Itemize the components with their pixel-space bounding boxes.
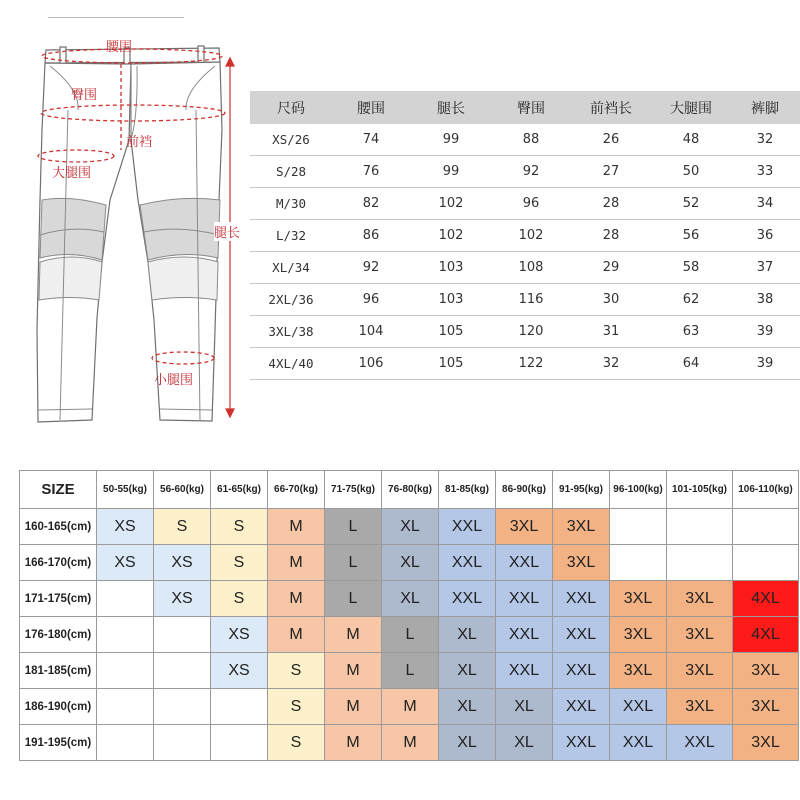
size-grid-cell: M	[325, 689, 382, 725]
measurement-value-cell: 102	[492, 220, 570, 252]
size-grid-cell: M	[268, 545, 325, 581]
size-grid-cell: 4XL	[733, 617, 799, 653]
measurement-value-cell: 96	[492, 188, 570, 220]
size-grid-cell	[733, 509, 799, 545]
size-grid-cell: S	[211, 581, 268, 617]
size-grid-cell: M	[325, 617, 382, 653]
measurement-value-cell: 74	[332, 124, 410, 156]
size-grid-cell	[154, 725, 211, 761]
size-grid-cell: XXL	[610, 689, 667, 725]
size-grid-cell: XXL	[496, 653, 553, 689]
measurement-row	[250, 348, 800, 380]
weight-header-cell: 76-80(kg)	[382, 471, 439, 509]
measurement-value-cell: 106	[332, 348, 410, 380]
measurement-value-cell: 32	[570, 348, 652, 380]
size-grid-cell: 3XL	[667, 581, 733, 617]
measurement-value-cell: 116	[492, 284, 570, 316]
measurement-header-cell: 腿长	[410, 91, 492, 124]
measurement-size-cell: XL/34	[250, 252, 332, 284]
size-grid-cell: XXL	[496, 545, 553, 581]
size-grid-cell: XL	[382, 509, 439, 545]
size-grid-cell	[211, 725, 268, 761]
height-header-cell: 160-165(cm)	[20, 509, 97, 545]
size-grid-cell: 3XL	[667, 617, 733, 653]
size-grid-cell: 3XL	[667, 689, 733, 725]
size-grid-cell	[154, 653, 211, 689]
size-grid-cell: XS	[154, 581, 211, 617]
measurement-value-cell: 108	[492, 252, 570, 284]
size-grid-cell: 3XL	[496, 509, 553, 545]
size-grid-cell	[667, 545, 733, 581]
weight-header-cell: 106-110(kg)	[733, 471, 799, 509]
measurement-value-cell: 39	[730, 316, 800, 348]
measurement-value-cell: 103	[410, 252, 492, 284]
size-grid-cell: XL	[496, 725, 553, 761]
size-grid-cell: M	[268, 581, 325, 617]
size-grid-row	[20, 617, 799, 653]
calf-label: 小腿围	[154, 373, 194, 388]
size-grid-cell: XS	[97, 545, 154, 581]
size-grid-cell: 3XL	[553, 545, 610, 581]
size-grid-cell: M	[268, 617, 325, 653]
measurement-size-cell: S/28	[250, 156, 332, 188]
hip-label: 臀围	[71, 88, 98, 103]
size-grid-cell: 3XL	[733, 689, 799, 725]
size-grid-row	[20, 581, 799, 617]
weight-header-cell: 66-70(kg)	[268, 471, 325, 509]
measurement-value-cell: 38	[730, 284, 800, 316]
size-grid-cell: S	[268, 653, 325, 689]
measurement-value-cell: 105	[410, 316, 492, 348]
measurement-value-cell: 63	[652, 316, 730, 348]
size-grid-cell: XXL	[439, 581, 496, 617]
size-grid-cell: L	[325, 545, 382, 581]
size-grid-cell: XXL	[553, 617, 610, 653]
size-grid-cell: 3XL	[610, 617, 667, 653]
size-grid-cell: XL	[382, 545, 439, 581]
measurement-value-cell: 26	[570, 124, 652, 156]
measurement-value-cell: 99	[410, 156, 492, 188]
height-header-cell: 171-175(cm)	[20, 581, 97, 617]
size-grid-cell: XXL	[610, 725, 667, 761]
size-grid-cell: 3XL	[610, 581, 667, 617]
size-grid-cell: L	[382, 653, 439, 689]
measurement-value-cell: 105	[410, 348, 492, 380]
measurement-size-cell: 2XL/36	[250, 284, 332, 316]
measurement-table	[250, 91, 800, 380]
height-header-cell: 191-195(cm)	[20, 725, 97, 761]
measurement-header-cell: 腰围	[332, 91, 410, 124]
size-grid-cell: XXL	[667, 725, 733, 761]
size-grid-cell: 3XL	[610, 653, 667, 689]
size-grid-cell: XXL	[496, 617, 553, 653]
size-grid-cell	[97, 617, 154, 653]
size-grid-cell: XL	[439, 725, 496, 761]
measurement-value-cell: 52	[652, 188, 730, 220]
measurement-header-cell: 大腿围	[652, 91, 730, 124]
height-header-cell: 181-185(cm)	[20, 653, 97, 689]
size-grid-row	[20, 545, 799, 581]
size-grid-cell	[733, 545, 799, 581]
measurement-size-cell: M/30	[250, 188, 332, 220]
measurement-value-cell: 28	[570, 220, 652, 252]
size-grid-cell	[610, 545, 667, 581]
measurement-row	[250, 284, 800, 316]
size-grid-cell: 3XL	[733, 653, 799, 689]
size-grid-cell	[667, 509, 733, 545]
size-grid-header-row	[20, 471, 799, 509]
measurement-size-cell: 4XL/40	[250, 348, 332, 380]
waist-label: 腰围	[106, 40, 133, 55]
size-grid-cell: XXL	[553, 581, 610, 617]
measurement-value-cell: 33	[730, 156, 800, 188]
size-grid-cell: M	[382, 689, 439, 725]
size-grid-cell	[610, 509, 667, 545]
pants-diagram	[0, 0, 250, 440]
size-grid-cell	[97, 581, 154, 617]
size-grid-cell: M	[325, 653, 382, 689]
measurement-value-cell: 64	[652, 348, 730, 380]
size-grid-cell	[97, 725, 154, 761]
size-grid-cell	[154, 689, 211, 725]
measurement-header-row	[250, 91, 800, 124]
size-grid-cell: 3XL	[553, 509, 610, 545]
size-grid-cell: L	[382, 617, 439, 653]
measurement-value-cell: 39	[730, 348, 800, 380]
size-grid-row	[20, 509, 799, 545]
size-grid-cell: XS	[211, 653, 268, 689]
measurement-row	[250, 220, 800, 252]
measurement-value-cell: 50	[652, 156, 730, 188]
size-grid-cell: XS	[211, 617, 268, 653]
size-grid-row	[20, 725, 799, 761]
size-grid-cell: S	[211, 545, 268, 581]
size-grid-cell: L	[325, 581, 382, 617]
measurement-value-cell: 27	[570, 156, 652, 188]
size-grid-cell: L	[325, 509, 382, 545]
size-grid-cell: M	[382, 725, 439, 761]
measurement-value-cell: 102	[410, 188, 492, 220]
measurement-value-cell: 103	[410, 284, 492, 316]
measurement-value-cell: 29	[570, 252, 652, 284]
measurement-value-cell: 34	[730, 188, 800, 220]
measurement-value-cell: 102	[410, 220, 492, 252]
size-grid-cell: XL	[496, 689, 553, 725]
weight-header-cell: 71-75(kg)	[325, 471, 382, 509]
measurement-size-cell: 3XL/38	[250, 316, 332, 348]
size-grid-table	[19, 470, 799, 761]
leg-length-label: 腿长	[214, 222, 240, 241]
measurement-value-cell: 92	[492, 156, 570, 188]
measurement-header-cell: 裤脚	[730, 91, 800, 124]
size-grid-cell	[97, 689, 154, 725]
measurement-header-cell: 前裆长	[570, 91, 652, 124]
weight-header-cell: 86-90(kg)	[496, 471, 553, 509]
height-header-cell: 166-170(cm)	[20, 545, 97, 581]
size-grid-cell	[97, 653, 154, 689]
weight-header-cell: 50-55(kg)	[97, 471, 154, 509]
size-grid-cell: XL	[439, 689, 496, 725]
measurement-value-cell: 30	[570, 284, 652, 316]
measurement-row	[250, 188, 800, 220]
thigh-label: 大腿围	[52, 166, 92, 181]
weight-header-cell: 101-105(kg)	[667, 471, 733, 509]
size-grid-cell: XL	[439, 653, 496, 689]
size-grid-cell: XXL	[553, 725, 610, 761]
size-grid-cell: S	[154, 509, 211, 545]
size-grid-cell: S	[211, 509, 268, 545]
measurement-value-cell: 37	[730, 252, 800, 284]
measurement-value-cell: 62	[652, 284, 730, 316]
size-grid-corner: SIZE	[20, 471, 97, 509]
size-grid-cell: M	[268, 509, 325, 545]
measurement-value-cell: 86	[332, 220, 410, 252]
weight-header-cell: 81-85(kg)	[439, 471, 496, 509]
measurement-value-cell: 32	[730, 124, 800, 156]
measurement-value-cell: 99	[410, 124, 492, 156]
measurement-row	[250, 252, 800, 284]
measurement-row	[250, 156, 800, 188]
size-grid-cell: XS	[97, 509, 154, 545]
measurement-value-cell: 92	[332, 252, 410, 284]
measurement-value-cell: 76	[332, 156, 410, 188]
size-grid-cell: XS	[154, 545, 211, 581]
measurement-value-cell: 88	[492, 124, 570, 156]
size-grid-cell	[211, 689, 268, 725]
measurement-value-cell: 104	[332, 316, 410, 348]
size-grid-cell: XXL	[553, 653, 610, 689]
size-grid-cell: XXL	[553, 689, 610, 725]
size-grid-cell: S	[268, 725, 325, 761]
measurement-value-cell: 58	[652, 252, 730, 284]
measurement-header-cell: 臀围	[492, 91, 570, 124]
size-grid-cell: S	[268, 689, 325, 725]
size-grid-row	[20, 653, 799, 689]
measurement-value-cell: 82	[332, 188, 410, 220]
weight-header-cell: 56-60(kg)	[154, 471, 211, 509]
measurement-value-cell: 122	[492, 348, 570, 380]
height-header-cell: 186-190(cm)	[20, 689, 97, 725]
size-grid-cell: XL	[439, 617, 496, 653]
size-grid-cell: 3XL	[667, 653, 733, 689]
measurement-value-cell: 36	[730, 220, 800, 252]
size-grid-cell: XXL	[439, 545, 496, 581]
size-grid-row	[20, 689, 799, 725]
size-grid-cell: XXL	[496, 581, 553, 617]
weight-header-cell: 61-65(kg)	[211, 471, 268, 509]
measurement-value-cell: 48	[652, 124, 730, 156]
size-grid-cell: XL	[382, 581, 439, 617]
measurement-row	[250, 124, 800, 156]
measurement-value-cell: 96	[332, 284, 410, 316]
measurement-value-cell: 56	[652, 220, 730, 252]
size-grid-cell	[154, 617, 211, 653]
measurement-size-cell: XS/26	[250, 124, 332, 156]
weight-header-cell: 91-95(kg)	[553, 471, 610, 509]
size-grid-cell: XXL	[439, 509, 496, 545]
measurement-value-cell: 28	[570, 188, 652, 220]
measurement-row	[250, 316, 800, 348]
measurement-value-cell: 120	[492, 316, 570, 348]
size-grid-cell: 3XL	[733, 725, 799, 761]
height-header-cell: 176-180(cm)	[20, 617, 97, 653]
measurement-header-cell: 尺码	[250, 91, 332, 124]
measurement-value-cell: 31	[570, 316, 652, 348]
size-grid-cell: M	[325, 725, 382, 761]
front-rise-label: 前裆	[126, 135, 153, 150]
size-grid-cell: 4XL	[733, 581, 799, 617]
measurement-size-cell: L/32	[250, 220, 332, 252]
weight-header-cell: 96-100(kg)	[610, 471, 667, 509]
